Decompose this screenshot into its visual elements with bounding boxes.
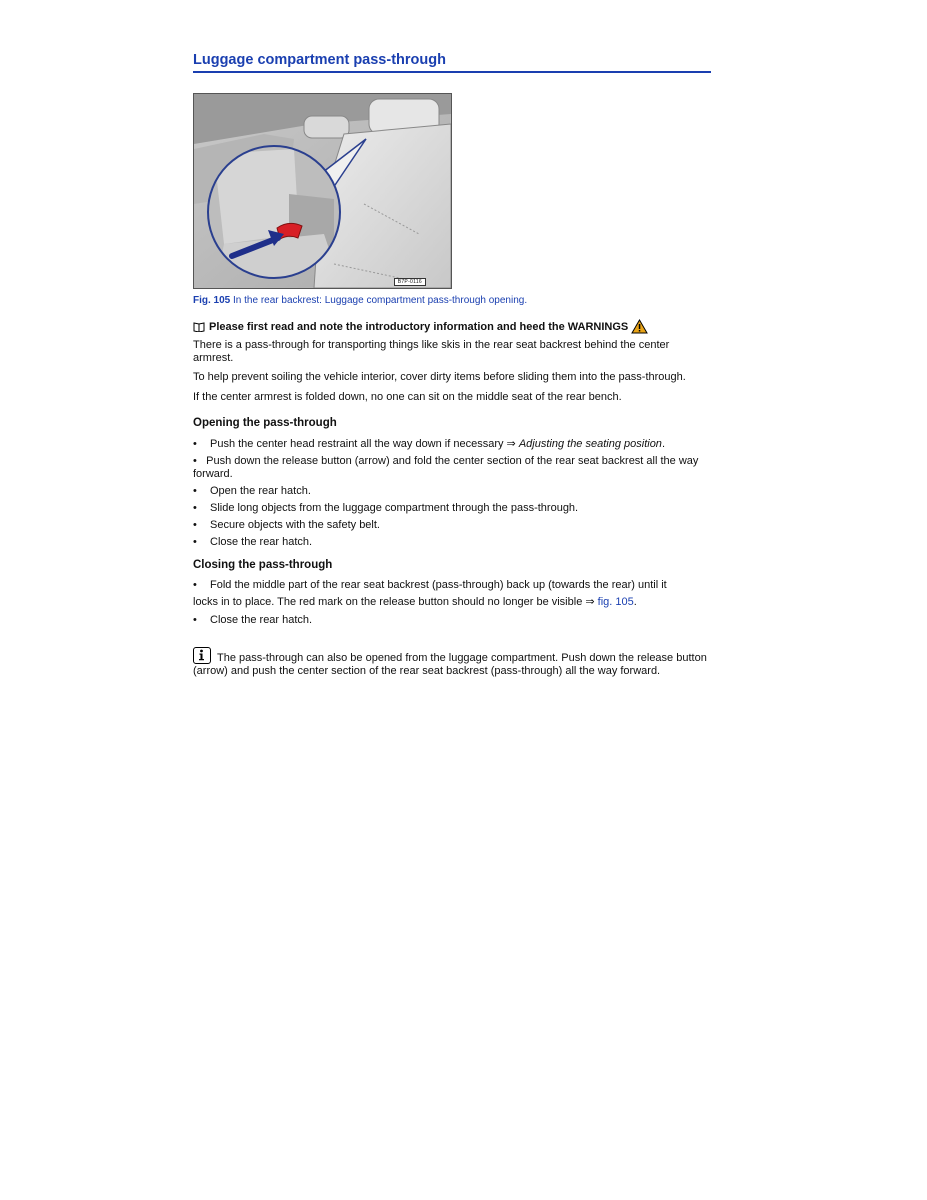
list-item: • Secure objects with the safety belt. — [193, 518, 380, 531]
closing-continuation-end: . — [633, 596, 637, 608]
figure-caption-label: Fig. 105 — [193, 295, 231, 306]
list-item-text: Push the center head restraint all the way down if necessary ⇒ — [210, 438, 519, 450]
list-item-text: Secure objects with the safety belt. — [210, 518, 380, 531]
list-item: • Push the center head restraint all the way down if necessary ⇒ Adjusting the seating position. — [193, 438, 665, 450]
cross-reference: Adjusting the seating position — [518, 438, 662, 450]
closing-steps — [193, 579, 711, 592]
figure-code: B7P-0116 — [394, 278, 426, 286]
opening-steps — [193, 438, 711, 548]
figure-link[interactable]: fig. 105 — [597, 596, 634, 608]
list-item-text: Push down the release button (arrow) and fold the center section of the rear seat backrest all the way forward. — [193, 455, 699, 480]
figure-rear-backrest — [193, 93, 452, 289]
list-item-text: Slide long objects from the luggage compartment through the pass-through. — [210, 501, 579, 514]
info-text: The pass-through can also be opened from the luggage compartment. Push down the release button (arrow) and push the center section of the rear seat backrest (pass-through) all the way forward. — [193, 652, 707, 677]
list-item: • Fold the middle part of the rear seat backrest (pass-through) back up (towards the rear) until it — [193, 579, 667, 591]
list-item-text: Close the rear hatch. — [210, 535, 313, 548]
list-item-text: Open the rear hatch. — [210, 484, 311, 497]
list-item: • Close the rear hatch. — [193, 535, 313, 548]
closing-heading: Closing the pass-through — [193, 559, 333, 571]
list-item-text: Fold the middle part of the rear seat backrest (pass-through) back up (towards the rear) until it — [210, 579, 667, 591]
warning-triangle-icon — [631, 319, 648, 334]
read-note-text: Please first read and note the introductory information and heed the WARNINGS — [209, 320, 629, 333]
figure-caption — [193, 295, 711, 306]
page-content — [193, 52, 711, 677]
figure-caption-text: In the rear backrest: Luggage compartment pass-through opening. — [230, 295, 528, 306]
list-item: • Push down the release button (arrow) and fold the center section of the rear seat backrest all the way forward. — [193, 455, 699, 480]
list-item-end: . — [661, 438, 665, 450]
list-item: • Open the rear hatch. — [193, 484, 311, 497]
closing-continuation-text: locks in to place. The red mark on the release button should no longer be visible ⇒ — [193, 596, 598, 608]
read-note — [193, 319, 711, 334]
closing-steps-2 — [193, 614, 711, 627]
section-title: Luggage compartment pass-through — [193, 52, 711, 73]
info-note — [193, 647, 711, 677]
intro-paragraph-2: To help prevent soiling the vehicle interior, cover dirty items before sliding them into the pass-through. — [193, 371, 686, 383]
list-item: • Slide long objects from the luggage compartment through the pass-through. — [193, 501, 579, 514]
intro-paragraph-1: There is a pass-through for transporting things like skis in the rear seat backrest behind the center armrest. — [193, 339, 670, 364]
list-item: • Close the rear hatch. — [193, 613, 313, 626]
info-icon — [193, 647, 211, 664]
closing-continuation — [193, 596, 711, 609]
list-item-text: Close the rear hatch. — [210, 613, 313, 626]
book-icon — [193, 322, 205, 332]
intro-paragraph-3: If the center armrest is folded down, no one can sit on the middle seat of the rear bench. — [193, 390, 622, 403]
rear-seat-illustration — [194, 94, 451, 288]
opening-heading: Opening the pass-through — [193, 417, 337, 429]
